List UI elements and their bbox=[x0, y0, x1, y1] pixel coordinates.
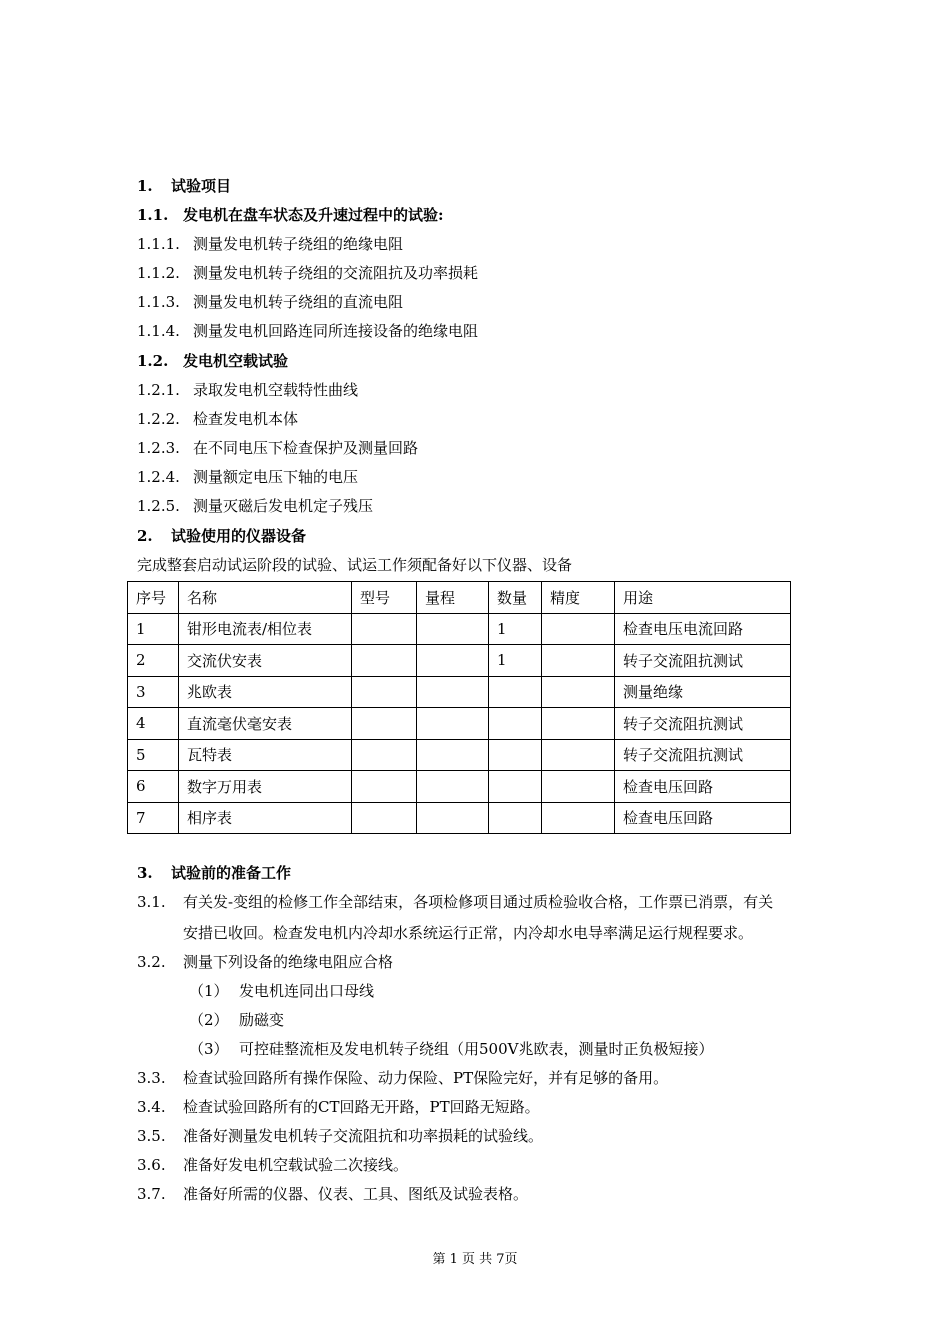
table-cell bbox=[352, 739, 417, 771]
list-item: 1.2.5. 测量灭磁后发电机定子残压 bbox=[137, 497, 374, 515]
table-cell: 4 bbox=[128, 708, 179, 740]
table-cell: 1 bbox=[489, 613, 542, 645]
table-cell bbox=[417, 739, 489, 771]
table-cell: 6 bbox=[128, 771, 179, 803]
list-item: 1.1.3. 测量发电机转子绕组的直流电阻 bbox=[137, 293, 404, 311]
list-item: 3.3. 检查试验回路所有操作保险、动力保险、PT保险完好，并有足够的备用。 bbox=[137, 1069, 669, 1087]
table-cell bbox=[489, 771, 542, 803]
table-intro-text: 完成整套启动试运阶段的试验、试运工作须配备好以下仪器、设备 bbox=[137, 556, 573, 574]
table-cell: 转子交流阻抗测试 bbox=[615, 645, 791, 677]
table-cell: 钳形电流表/相位表 bbox=[179, 613, 352, 645]
table-cell bbox=[417, 645, 489, 677]
table-cell: 检查电压回路 bbox=[615, 802, 791, 834]
list-item: 1.2.3. 在不同电压下检查保护及测量回路 bbox=[137, 439, 419, 457]
table-header-cell: 量程 bbox=[417, 582, 489, 614]
table-cell bbox=[417, 771, 489, 803]
table-header-cell: 精度 bbox=[542, 582, 615, 614]
heading-1: 1. 试验项目 bbox=[137, 177, 232, 195]
table-cell bbox=[542, 739, 615, 771]
table-cell: 测量绝缘 bbox=[615, 676, 791, 708]
sub-list-item: （3） 可控硅整流柜及发电机转子绕组（用500V兆欧表，测量时正负极短接） bbox=[189, 1040, 714, 1058]
list-item: 3.4. 检查试验回路所有的CT回路无开路，PT回路无短路。 bbox=[137, 1098, 540, 1116]
table-cell: 1 bbox=[489, 645, 542, 677]
list-item: 3.7. 准备好所需的仪器、仪表、工具、图纸及试验表格。 bbox=[137, 1185, 529, 1203]
heading-1-1: 1.1. 发电机在盘车状态及升速过程中的试验: bbox=[137, 206, 444, 224]
table-cell: 检查电压电流回路 bbox=[615, 613, 791, 645]
table-cell bbox=[542, 613, 615, 645]
table-row bbox=[128, 802, 791, 834]
table-cell bbox=[489, 802, 542, 834]
list-item: 1.2.2. 检查发电机本体 bbox=[137, 410, 299, 428]
list-item: 3.6. 准备好发电机空载试验二次接线。 bbox=[137, 1156, 409, 1174]
table-row bbox=[128, 771, 791, 803]
table-cell bbox=[352, 708, 417, 740]
table-row bbox=[128, 708, 791, 740]
heading-1-2: 1.2. 发电机空载试验 bbox=[137, 352, 289, 370]
list-item: 1.1.2. 测量发电机转子绕组的交流阻抗及功率损耗 bbox=[137, 264, 479, 282]
table-cell bbox=[489, 708, 542, 740]
table-cell: 相序表 bbox=[179, 802, 352, 834]
table-cell: 转子交流阻抗测试 bbox=[615, 708, 791, 740]
table-row bbox=[128, 613, 791, 645]
list-item-continuation: 安措已收回。检查发电机内冷却水系统运行正常，内冷却水电导率满足运行规程要求。 bbox=[183, 924, 754, 942]
table-header-cell: 数量 bbox=[489, 582, 542, 614]
table-cell: 转子交流阻抗测试 bbox=[615, 739, 791, 771]
table-cell bbox=[542, 771, 615, 803]
table-cell bbox=[417, 676, 489, 708]
table-cell bbox=[542, 645, 615, 677]
table-cell: 7 bbox=[128, 802, 179, 834]
table-cell: 5 bbox=[128, 739, 179, 771]
table-header-cell: 名称 bbox=[179, 582, 352, 614]
sub-list-item: （1） 发电机连同出口母线 bbox=[189, 982, 375, 1000]
table-header-cell: 用途 bbox=[615, 582, 791, 614]
table-cell bbox=[417, 708, 489, 740]
table-cell bbox=[352, 676, 417, 708]
table-cell: 交流伏安表 bbox=[179, 645, 352, 677]
list-item: 3.2. 测量下列设备的绝缘电阻应合格 bbox=[137, 953, 394, 971]
table-header-cell: 序号 bbox=[128, 582, 179, 614]
list-item: 3.5. 准备好测量发电机转子交流阻抗和功率损耗的试验线。 bbox=[137, 1127, 544, 1145]
list-item: 1.2.1. 录取发电机空载特性曲线 bbox=[137, 381, 359, 399]
table-row bbox=[128, 645, 791, 677]
list-item: 1.1.1. 测量发电机转子绕组的绝缘电阻 bbox=[137, 235, 404, 253]
table-cell: 瓦特表 bbox=[179, 739, 352, 771]
table-cell: 数字万用表 bbox=[179, 771, 352, 803]
table-cell: 2 bbox=[128, 645, 179, 677]
table-header-cell: 型号 bbox=[352, 582, 417, 614]
table-cell bbox=[489, 739, 542, 771]
table-row bbox=[128, 676, 791, 708]
table-row bbox=[128, 739, 791, 771]
list-item: 3.1. 有关发-变组的检修工作全部结束，各项检修项目通过质检验收合格，工作票已消票，有关 bbox=[137, 893, 774, 911]
table-cell bbox=[417, 802, 489, 834]
table-cell bbox=[542, 708, 615, 740]
table-cell bbox=[417, 613, 489, 645]
list-item: 1.1.4. 测量发电机回路连同所连接设备的绝缘电阻 bbox=[137, 322, 479, 340]
table-header-row bbox=[128, 582, 791, 614]
table-cell bbox=[352, 645, 417, 677]
table-cell: 直流毫伏毫安表 bbox=[179, 708, 352, 740]
table-cell bbox=[489, 676, 542, 708]
table-cell: 兆欧表 bbox=[179, 676, 352, 708]
table-cell: 1 bbox=[128, 613, 179, 645]
sub-list-item: （2） 励磁变 bbox=[189, 1011, 285, 1029]
equipment-table bbox=[127, 581, 791, 834]
table-cell: 检查电压回路 bbox=[615, 771, 791, 803]
table-cell: 3 bbox=[128, 676, 179, 708]
heading-3: 3. 试验前的准备工作 bbox=[137, 864, 292, 882]
table-cell bbox=[352, 771, 417, 803]
list-item: 1.2.4. 测量额定电压下轴的电压 bbox=[137, 468, 359, 486]
table-cell bbox=[352, 802, 417, 834]
table-cell bbox=[542, 802, 615, 834]
table-cell bbox=[352, 613, 417, 645]
table-cell bbox=[542, 676, 615, 708]
heading-2: 2. 试验使用的仪器设备 bbox=[137, 527, 307, 545]
page-footer: 第 1 页 共 7页 bbox=[432, 1252, 518, 1267]
